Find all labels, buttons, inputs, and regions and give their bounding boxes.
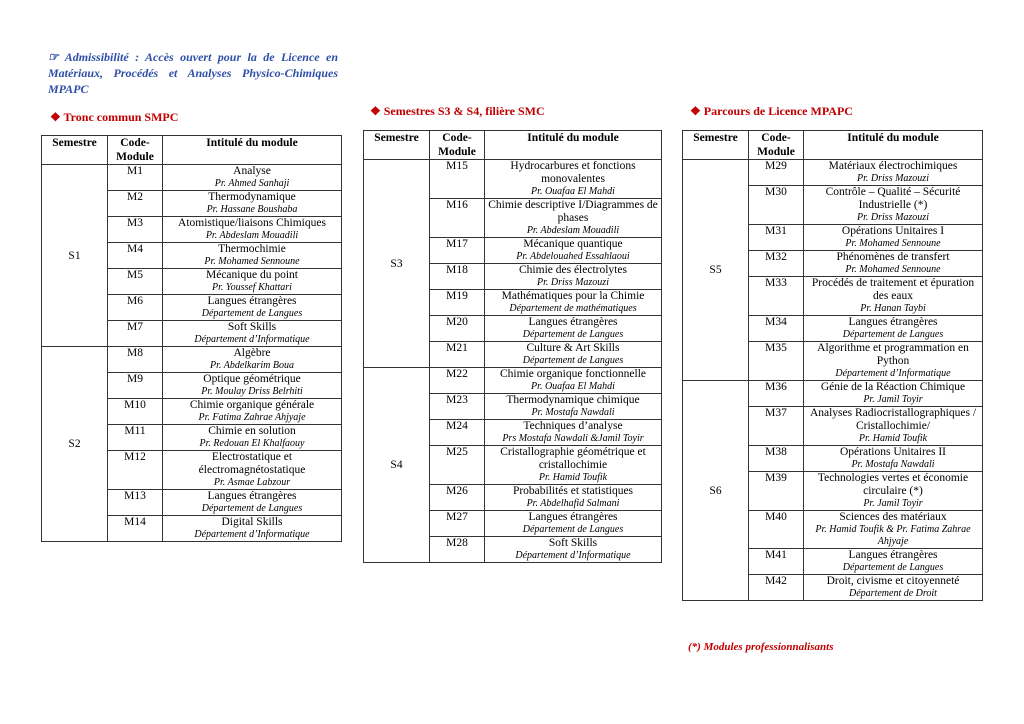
module-title: Cristallographie géométrique et cristallochimie [500, 446, 646, 471]
module-instructor: Pr. Mostafa Nawdali [531, 407, 615, 418]
module-title: Mathématiques pour la Chimie [501, 290, 645, 302]
module-cell [163, 217, 342, 243]
module-cell [804, 342, 983, 381]
module-instructor: Pr. Ouafaa El Mahdi [531, 381, 615, 392]
module-title: Optique géométrique [203, 373, 301, 385]
module-title: Analyses Radiocristallographiques / Cristallochimie/ [809, 407, 977, 432]
module-cell [804, 160, 983, 186]
header-row [683, 131, 983, 160]
module-code: M4 [108, 243, 163, 269]
module-instructor: Pr. Abdelkarim Boua [210, 360, 294, 371]
module-code: M38 [749, 446, 804, 472]
module-instructor: Département de Langues [842, 562, 944, 573]
module-instructor: Pr. Mohamed Sennoune [845, 264, 941, 275]
module-instructor: Pr. Hamid Toufik & Pr. Fatima Zahrae Ahjyaje [815, 524, 971, 547]
module-cell [804, 575, 983, 601]
module-code: M17 [430, 238, 485, 264]
module-code: M35 [749, 342, 804, 381]
module-cell [804, 186, 983, 225]
module-code: M8 [108, 347, 163, 373]
module-code: M11 [108, 425, 163, 451]
module-title: Soft Skills [548, 537, 598, 549]
module-title: Génie de la Réaction Chimique [820, 381, 966, 393]
module-cell [163, 243, 342, 269]
heading-s3-s4: ❖ Semestres S3 & S4, filière SMC [370, 104, 545, 118]
module-cell [485, 264, 662, 290]
module-instructor: Département d’Informatique [194, 334, 310, 345]
module-cell [485, 368, 662, 394]
module-code: M30 [749, 186, 804, 225]
footnote: (*) Modules professionnalisants [688, 641, 834, 653]
module-code: M28 [430, 537, 485, 563]
admission-note: ☞ Admissibilité : Accès ouvert pour la de Licence en Matériaux, Procédés et Analyses Physico-Chimiques MPAPC [48, 50, 338, 96]
module-instructor: Pr. Driss Mazouzi [857, 212, 929, 223]
title-header: Intitulé du module [485, 131, 662, 160]
module-instructor: Département d’Informatique [194, 529, 310, 540]
module-title: Langues étrangères [528, 316, 618, 328]
table-row [42, 347, 342, 373]
module-cell [163, 425, 342, 451]
module-title: Procédés de traitement et épuration des eaux [811, 277, 975, 302]
module-cell [485, 446, 662, 485]
module-code: M10 [108, 399, 163, 425]
module-code: M36 [749, 381, 804, 407]
header-row [42, 136, 342, 165]
module-code: M3 [108, 217, 163, 243]
module-cell [804, 446, 983, 472]
module-instructor: Pr. Youssef Khattari [212, 282, 292, 293]
module-cell [485, 238, 662, 264]
module-code: M19 [430, 290, 485, 316]
module-code: M23 [430, 394, 485, 420]
module-cell [163, 269, 342, 295]
module-cell [485, 199, 662, 238]
module-title: Thermochimie [218, 243, 286, 255]
module-title: Culture & Art Skills [526, 342, 620, 354]
module-code: M22 [430, 368, 485, 394]
module-cell [485, 420, 662, 446]
module-cell [163, 295, 342, 321]
module-title: Sciences des matériaux [839, 511, 947, 523]
module-cell [804, 316, 983, 342]
module-cell [804, 251, 983, 277]
module-code: M27 [430, 511, 485, 537]
module-title: Hydrocarbures et fonctions monovalentes [510, 160, 636, 185]
code-header: Code-Module [749, 131, 804, 160]
module-instructor: Département de Langues [201, 308, 303, 319]
module-cell [163, 516, 342, 542]
module-title: Contrôle – Qualité – Sécurité Industrielle (*) [825, 186, 961, 211]
module-cell [485, 290, 662, 316]
module-instructor: Pr. Abdeslam Mouadili [526, 225, 620, 236]
module-instructor: Pr. Jamil Toyir [863, 394, 923, 405]
module-instructor: Pr. Mostafa Nawdali [851, 459, 935, 470]
module-cell [163, 165, 342, 191]
semester-cell: S3 [364, 160, 430, 368]
module-title: Chimie en solution [208, 425, 296, 437]
module-title: Mécanique quantique [523, 238, 623, 250]
module-code: M26 [430, 485, 485, 511]
module-instructor: Département de mathématiques [509, 303, 637, 314]
semester-header: Semestre [683, 131, 749, 160]
module-instructor: Département d’Informatique [515, 550, 631, 561]
header-row [364, 131, 662, 160]
module-instructor: Pr. Mohamed Sennoune [845, 238, 941, 249]
table-tronc-commun [41, 135, 342, 542]
module-code: M14 [108, 516, 163, 542]
module-title: Analyse [233, 165, 271, 177]
module-title: Atomistique/liaisons Chimiques [178, 217, 326, 229]
module-cell [804, 225, 983, 251]
module-instructor: Département de Langues [522, 329, 624, 340]
table-row [683, 160, 983, 186]
module-code: M12 [108, 451, 163, 490]
semester-cell: S4 [364, 368, 430, 563]
module-code: M24 [430, 420, 485, 446]
module-instructor: Prs Mostafa Nawdali &Jamil Toyir [502, 433, 644, 444]
module-cell [163, 451, 342, 490]
module-instructor: Département de Langues [522, 355, 624, 366]
module-cell [163, 490, 342, 516]
module-title: Digital Skills [221, 516, 283, 528]
module-code: M1 [108, 165, 163, 191]
module-instructor: Pr. Hamid Toufik [538, 472, 608, 483]
module-title: Technologies vertes et économie circulaire (*) [817, 472, 969, 497]
module-instructor: Pr. Abdelouahed Essahlaoui [516, 251, 630, 262]
module-title: Langues étrangères [207, 295, 297, 307]
module-code: M41 [749, 549, 804, 575]
module-code: M31 [749, 225, 804, 251]
module-title: Matériaux électrochimiques [828, 160, 958, 172]
module-code: M18 [430, 264, 485, 290]
semester-cell: S1 [42, 165, 108, 347]
module-cell [804, 511, 983, 549]
module-instructor: Pr. Driss Mazouzi [537, 277, 609, 288]
module-cell [804, 472, 983, 511]
module-code: M37 [749, 407, 804, 446]
module-title: Langues étrangères [848, 549, 938, 561]
module-title: Chimie des électrolytes [519, 264, 627, 276]
module-cell [163, 191, 342, 217]
table-parcours [682, 130, 983, 601]
module-title: Soft Skills [227, 321, 277, 333]
module-cell [804, 407, 983, 446]
module-code: M34 [749, 316, 804, 342]
module-instructor: Pr. Ouafaa El Mahdi [531, 186, 615, 197]
module-instructor: Département d’Informatique [835, 368, 951, 379]
module-code: M6 [108, 295, 163, 321]
module-title: Electrostatique et électromagnétostatique [198, 451, 306, 476]
module-code: M29 [749, 160, 804, 186]
module-title: Langues étrangères [528, 511, 618, 523]
module-code: M42 [749, 575, 804, 601]
semester-cell: S6 [683, 381, 749, 601]
module-cell [804, 381, 983, 407]
table-row [683, 381, 983, 407]
module-code: M7 [108, 321, 163, 347]
module-cell [485, 342, 662, 368]
module-instructor: Pr. Hamid Toufik [858, 433, 928, 444]
module-instructor: Pr. Driss Mazouzi [857, 173, 929, 184]
module-title: Probabilités et statistiques [512, 485, 634, 497]
module-instructor: Département de Langues [522, 524, 624, 535]
module-title: Techniques d’analyse [523, 420, 623, 432]
code-header: Code-Module [430, 131, 485, 160]
module-title: Droit, civisme et citoyenneté [826, 575, 960, 587]
module-cell [163, 347, 342, 373]
module-cell [485, 394, 662, 420]
module-title: Thermodynamique chimique [506, 394, 640, 406]
title-header: Intitulé du module [804, 131, 983, 160]
module-instructor: Pr. Mohamed Sennoune [204, 256, 300, 267]
semester-header: Semestre [364, 131, 430, 160]
module-title: Chimie organique fonctionnelle [499, 368, 647, 380]
table-row [42, 165, 342, 191]
module-title: Algorithme et programmation en Python [817, 342, 969, 367]
module-cell [485, 511, 662, 537]
module-instructor: Département de Langues [201, 503, 303, 514]
module-code: M20 [430, 316, 485, 342]
module-title: Algèbre [233, 347, 271, 359]
table-row [364, 368, 662, 394]
module-code: M5 [108, 269, 163, 295]
module-cell [804, 277, 983, 316]
module-title: Phénomènes de transfert [836, 251, 950, 263]
module-instructor: Département de Langues [842, 329, 944, 340]
module-title: Langues étrangères [207, 490, 297, 502]
table-s3-s4 [363, 130, 662, 563]
module-code: M40 [749, 511, 804, 549]
title-header: Intitulé du module [163, 136, 342, 165]
module-instructor: Pr. Asmae Labzour [213, 477, 291, 488]
module-code: M33 [749, 277, 804, 316]
table-row [364, 160, 662, 199]
module-title: Thermodynamique [208, 191, 296, 203]
module-instructor: Pr. Ahmed Sanhaji [214, 178, 290, 189]
module-instructor: Pr. Abdelhafid Salmani [526, 498, 620, 509]
module-cell [485, 316, 662, 342]
module-instructor: Pr. Moulay Driss Belrhiti [201, 386, 303, 397]
module-cell [163, 399, 342, 425]
module-instructor: Département de Droit [849, 588, 937, 599]
module-cell [804, 549, 983, 575]
module-instructor: Pr. Redouan El Khalfaouy [199, 438, 305, 449]
semester-cell: S2 [42, 347, 108, 542]
module-instructor: Pr. Fatima Zahrae Ahjyaje [198, 412, 306, 423]
code-header: Code-Module [108, 136, 163, 165]
module-cell [163, 321, 342, 347]
heading-parcours: ❖ Parcours de Licence MPAPC [690, 104, 853, 118]
module-cell [485, 537, 662, 563]
module-code: M16 [430, 199, 485, 238]
module-code: M9 [108, 373, 163, 399]
module-code: M15 [430, 160, 485, 199]
module-code: M39 [749, 472, 804, 511]
module-title: Chimie organique générale [189, 399, 315, 411]
module-code: M25 [430, 446, 485, 485]
module-title: Langues étrangères [848, 316, 938, 328]
module-title: Chimie descriptive I/Diagrammes de phases [488, 199, 658, 224]
module-instructor: Pr. Jamil Toyir [863, 498, 923, 509]
module-title: Mécanique du point [206, 269, 298, 281]
module-title: Opérations Unitaires II [839, 446, 947, 458]
module-cell [485, 485, 662, 511]
module-code: M13 [108, 490, 163, 516]
module-code: M21 [430, 342, 485, 368]
module-instructor: Pr. Hanan Taybi [860, 303, 926, 314]
module-title: Opérations Unitaires I [841, 225, 945, 237]
module-instructor: Pr. Abdeslam Mouadili [205, 230, 299, 241]
semester-cell: S5 [683, 160, 749, 381]
module-code: M32 [749, 251, 804, 277]
module-cell [485, 160, 662, 199]
heading-tronc-commun: ❖ Tronc commun SMPC [50, 110, 179, 124]
module-cell [163, 373, 342, 399]
semester-header: Semestre [42, 136, 108, 165]
module-code: M2 [108, 191, 163, 217]
module-instructor: Pr. Hassane Boushaba [206, 204, 298, 215]
